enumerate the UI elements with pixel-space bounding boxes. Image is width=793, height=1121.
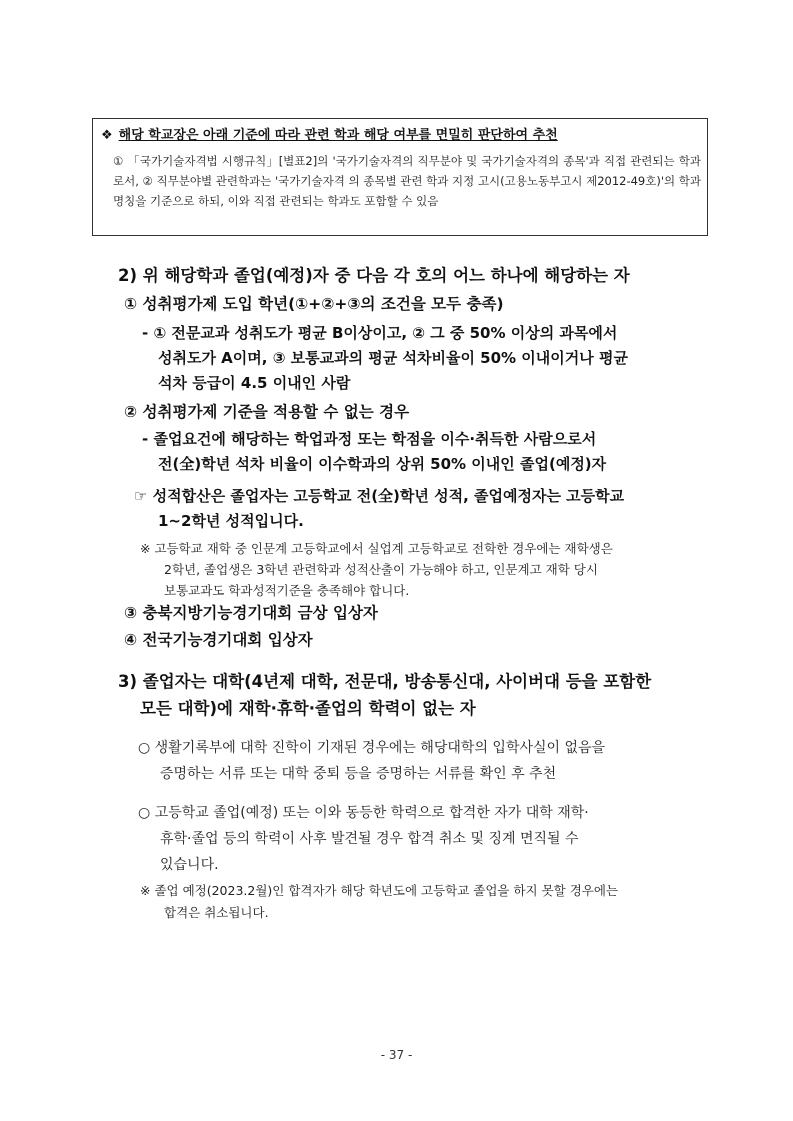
section3-bullet2-line1: ○ 고등학교 졸업(예정) 또는 이와 동등한 학력으로 합격한 자가 대학 재학·	[138, 805, 589, 821]
section3-heading-line1: 3) 졸업자는 대학(4년제 대학, 전문대, 방송통신대, 사이버대 등을 포함한	[118, 672, 652, 691]
section3-bullet1-line1: ○ 생활기록부에 대학 진학이 기재된 경우에는 해당대학의 입학사실이 없음을	[138, 740, 606, 756]
section2-item4: ④ 전국기능경기대회 입상자	[124, 631, 313, 649]
notice-box	[92, 118, 708, 236]
section2-item2-line2: 전(全)학년 석차 비율이 이수학과의 상위 50% 이내인 졸업(예정)자	[158, 455, 607, 473]
section2-item1-line3: 석차 등급이 4.5 이내인 사람	[158, 374, 351, 392]
section2-item3: ③ 충북지방기능경기대회 금상 입상자	[124, 604, 378, 622]
section3-bullet2-line3: 있습니다.	[160, 857, 219, 873]
notice-body: ① 「국가기술자격법 시행규칙」[별표2]의 '국가기술자격의 직무분야 및 국가기술자격의 종목'과 직접 관련되는 학과로서, ② 직무분야별 관련학과는 '국가기술자격 의 종목별 관련 학과 지정 고시(고용노동부고시 제2012-49호)'의 학과 명칭을 기준으로 하되, 이와 직접 관련되는 학과도 포함할 수 있음	[113, 154, 701, 208]
transfer-note-line1: ※ 고등학교 재학 중 인문계 고등학교에서 실업계 고등학교로 전학한 경우에는 재학생은	[140, 541, 613, 556]
graduation-note-line1: ※ 졸업 예정(2023.2월)인 합격자가 해당 학년도에 고등학교 졸업을 하지 못할 경우에는	[140, 883, 619, 898]
section2-item2-title: ② 성취평가제 기준을 적용할 수 없는 경우	[124, 403, 410, 421]
pointer-note-line2: 1~2학년 성적입니다.	[158, 512, 304, 530]
section2-item2-line1: - 졸업요건에 해당하는 학업과정 또는 학점을 이수·취득한 사람으로서	[142, 430, 597, 448]
section3-heading-line2: 모든 대학)에 재학·휴학·졸업의 학력이 없는 자	[140, 699, 476, 718]
transfer-note-line2: 2학년, 졸업생은 3학년 관련학과 성적산출이 가능해야 하고, 인문계고 재학 당시	[164, 562, 598, 577]
section2-item1-line1: - ① 전문교과 성취도가 평균 B이상이고, ② 그 중 50% 이상의 과목에서	[142, 324, 618, 342]
section2-heading: 2) 위 해당학과 졸업(예정)자 중 다음 각 호의 어느 하나에 해당하는 자	[118, 266, 630, 285]
graduation-note-line2: 합격은 취소됩니다.	[164, 905, 269, 920]
page-number: - 37 -	[380, 1048, 413, 1062]
diamond-bullet-icon: ❖	[101, 128, 113, 143]
transfer-note-line3: 보통교과도 학과성적기준을 충족해야 합니다.	[164, 583, 410, 598]
pointer-note-line1: ☞ 성적합산은 졸업자는 고등학교 전(全)학년 성적, 졸업예정자는 고등학교	[134, 487, 625, 505]
notice-heading-text: 해당 학교장은 아래 기준에 따라 관련 학과 해당 여부를 면밀히 판단하여 추천	[118, 128, 558, 143]
section2-item1-line2: 성취도가 A이며, ③ 보통교과의 평균 석차비율이 50% 이내이거나 평균	[158, 349, 628, 367]
section2-item1-title: ① 성취평가제 도입 학년(①+②+③의 조건을 모두 충족)	[124, 295, 504, 313]
section3-bullet2-line2: 휴학·졸업 등의 학력이 사후 발견될 경우 합격 취소 및 징계 면직될 수	[160, 831, 579, 847]
section3-bullet1-line2: 증명하는 서류 또는 대학 중퇴 등을 증명하는 서류를 확인 후 추천	[160, 766, 557, 782]
notice-heading	[101, 124, 558, 143]
